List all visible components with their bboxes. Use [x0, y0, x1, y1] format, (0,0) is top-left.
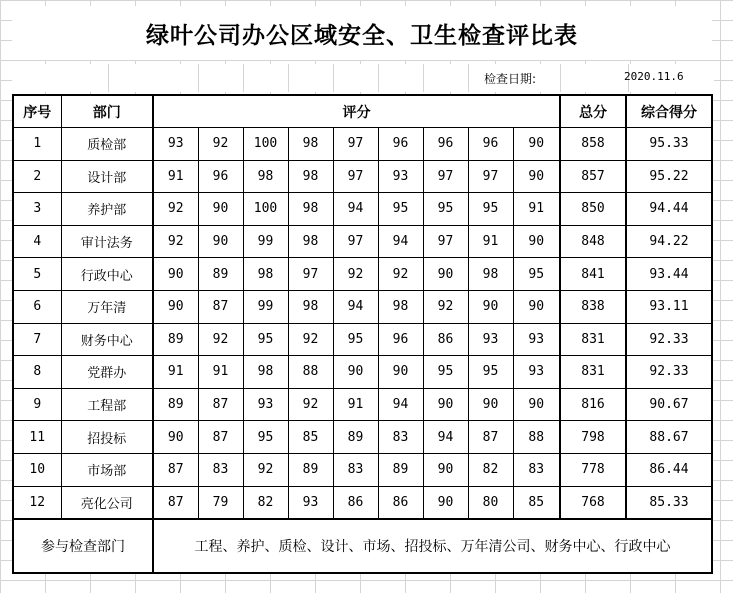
table-row [13, 290, 712, 323]
row-score: 91 [468, 225, 513, 258]
row-score: 83 [378, 421, 423, 454]
row-dept: 亮化公司 [61, 486, 153, 519]
row-dept: 审计法务 [61, 225, 153, 258]
row-score: 94 [423, 421, 468, 454]
footer-row [13, 519, 712, 573]
row-total: 858 [560, 128, 626, 161]
row-score: 90 [153, 290, 198, 323]
row-score: 95 [243, 421, 288, 454]
row-score: 90 [198, 225, 243, 258]
row-score: 92 [198, 323, 243, 356]
row-score: 90 [423, 388, 468, 421]
row-score: 96 [468, 128, 513, 161]
row-score: 89 [288, 453, 333, 486]
row-score: 87 [468, 421, 513, 454]
table-row [13, 258, 712, 291]
row-dept: 养护部 [61, 193, 153, 226]
row-overall: 92.33 [626, 323, 712, 356]
header-overall: 综合得分 [626, 95, 712, 128]
row-overall: 93.11 [626, 290, 712, 323]
row-score: 96 [423, 128, 468, 161]
row-dept: 财务中心 [61, 323, 153, 356]
row-score: 90 [513, 290, 560, 323]
row-score: 93 [513, 356, 560, 389]
row-score: 96 [378, 128, 423, 161]
row-score: 97 [468, 160, 513, 193]
row-score: 98 [288, 193, 333, 226]
row-score: 87 [153, 453, 198, 486]
header-dept: 部门 [61, 95, 153, 128]
row-dept: 质检部 [61, 128, 153, 161]
row-seq: 7 [13, 323, 61, 356]
row-score: 98 [288, 128, 333, 161]
row-score: 92 [288, 323, 333, 356]
row-overall: 94.22 [626, 225, 712, 258]
row-dept: 行政中心 [61, 258, 153, 291]
row-score: 92 [153, 225, 198, 258]
row-score: 88 [513, 421, 560, 454]
sheet-title: 绿叶公司办公区域安全、卫生检查评比表 [12, 6, 712, 60]
table-row [13, 193, 712, 226]
row-score: 91 [198, 356, 243, 389]
row-score: 82 [468, 453, 513, 486]
row-score: 91 [513, 193, 560, 226]
score-table [12, 94, 713, 574]
row-score: 98 [378, 290, 423, 323]
row-score: 90 [153, 421, 198, 454]
row-seq: 1 [13, 128, 61, 161]
table-row [13, 486, 712, 519]
row-score: 92 [243, 453, 288, 486]
row-score: 79 [198, 486, 243, 519]
header-seq: 序号 [13, 95, 61, 128]
row-score: 97 [288, 258, 333, 291]
row-score: 86 [423, 323, 468, 356]
row-score: 85 [513, 486, 560, 519]
row-score: 93 [378, 160, 423, 193]
row-seq: 4 [13, 225, 61, 258]
row-score: 99 [243, 225, 288, 258]
row-overall: 88.67 [626, 421, 712, 454]
row-score: 94 [333, 290, 378, 323]
row-score: 90 [198, 193, 243, 226]
row-overall: 85.33 [626, 486, 712, 519]
row-score: 91 [153, 160, 198, 193]
row-score: 93 [243, 388, 288, 421]
row-score: 93 [513, 323, 560, 356]
row-overall: 86.44 [626, 453, 712, 486]
date-row [12, 64, 714, 92]
row-score: 92 [378, 258, 423, 291]
row-total: 816 [560, 388, 626, 421]
row-score: 90 [153, 258, 198, 291]
row-score: 96 [378, 323, 423, 356]
row-dept: 设计部 [61, 160, 153, 193]
row-score: 97 [333, 160, 378, 193]
row-dept: 党群办 [61, 356, 153, 389]
table-row [13, 421, 712, 454]
row-score: 87 [198, 290, 243, 323]
row-score: 90 [513, 128, 560, 161]
row-overall: 92.33 [626, 356, 712, 389]
row-score: 98 [243, 160, 288, 193]
row-score: 90 [378, 356, 423, 389]
row-score: 98 [288, 290, 333, 323]
header-row [13, 95, 712, 128]
row-score: 90 [423, 486, 468, 519]
row-score: 86 [333, 486, 378, 519]
table-row [13, 160, 712, 193]
row-seq: 12 [13, 486, 61, 519]
row-total: 850 [560, 193, 626, 226]
row-score: 90 [468, 388, 513, 421]
row-seq: 5 [13, 258, 61, 291]
row-total: 857 [560, 160, 626, 193]
row-score: 89 [333, 421, 378, 454]
row-score: 95 [468, 356, 513, 389]
row-score: 90 [468, 290, 513, 323]
row-score: 100 [243, 128, 288, 161]
row-score: 97 [333, 225, 378, 258]
table-row [13, 225, 712, 258]
row-score: 95 [513, 258, 560, 291]
row-score: 95 [378, 193, 423, 226]
row-seq: 6 [13, 290, 61, 323]
row-score: 89 [378, 453, 423, 486]
row-score: 95 [423, 356, 468, 389]
row-score: 95 [333, 323, 378, 356]
row-score: 93 [288, 486, 333, 519]
row-total: 831 [560, 323, 626, 356]
row-score: 94 [378, 225, 423, 258]
row-seq: 2 [13, 160, 61, 193]
row-dept: 工程部 [61, 388, 153, 421]
inspection-date-label: 检查日期: [484, 72, 537, 86]
row-total: 841 [560, 258, 626, 291]
row-dept: 市场部 [61, 453, 153, 486]
row-score: 98 [288, 225, 333, 258]
row-overall: 94.44 [626, 193, 712, 226]
row-score: 92 [333, 258, 378, 291]
row-score: 90 [513, 160, 560, 193]
row-score: 93 [153, 128, 198, 161]
row-score: 88 [288, 356, 333, 389]
row-score: 90 [513, 388, 560, 421]
row-score: 89 [153, 388, 198, 421]
row-score: 98 [243, 356, 288, 389]
row-score: 82 [243, 486, 288, 519]
row-total: 798 [560, 421, 626, 454]
inspection-date-value: 2020.11.6 [624, 70, 684, 83]
row-total: 831 [560, 356, 626, 389]
table-row [13, 453, 712, 486]
row-score: 87 [198, 421, 243, 454]
row-total: 768 [560, 486, 626, 519]
row-score: 97 [423, 160, 468, 193]
row-seq: 8 [13, 356, 61, 389]
row-score: 89 [153, 323, 198, 356]
row-score: 87 [153, 486, 198, 519]
participating-depts-label: 参与检查部门 [13, 519, 153, 573]
row-score: 98 [243, 258, 288, 291]
row-score: 92 [423, 290, 468, 323]
row-dept: 万年清 [61, 290, 153, 323]
row-score: 95 [468, 193, 513, 226]
row-score: 91 [333, 388, 378, 421]
table-row [13, 128, 712, 161]
table-row [13, 356, 712, 389]
row-score: 83 [333, 453, 378, 486]
participating-depts-value: 工程、养护、质检、设计、市场、招投标、万年清公司、财务中心、行政中心 [153, 519, 712, 573]
row-score: 83 [513, 453, 560, 486]
row-score: 80 [468, 486, 513, 519]
row-score: 98 [288, 160, 333, 193]
row-score: 97 [423, 225, 468, 258]
row-seq: 10 [13, 453, 61, 486]
row-score: 99 [243, 290, 288, 323]
row-seq: 3 [13, 193, 61, 226]
row-score: 94 [378, 388, 423, 421]
row-score: 87 [198, 388, 243, 421]
row-score: 90 [513, 225, 560, 258]
row-seq: 11 [13, 421, 61, 454]
row-score: 95 [423, 193, 468, 226]
row-total: 848 [560, 225, 626, 258]
row-score: 95 [243, 323, 288, 356]
row-score: 98 [468, 258, 513, 291]
row-score: 92 [288, 388, 333, 421]
row-score: 85 [288, 421, 333, 454]
row-overall: 90.67 [626, 388, 712, 421]
header-total: 总分 [560, 95, 626, 128]
row-seq: 9 [13, 388, 61, 421]
row-dept: 招投标 [61, 421, 153, 454]
row-score: 97 [333, 128, 378, 161]
row-total: 778 [560, 453, 626, 486]
row-score: 86 [378, 486, 423, 519]
row-score: 96 [198, 160, 243, 193]
header-scores: 评分 [153, 95, 560, 128]
table-row [13, 388, 712, 421]
row-overall: 95.33 [626, 128, 712, 161]
row-score: 92 [153, 193, 198, 226]
row-score: 90 [423, 453, 468, 486]
row-score: 94 [333, 193, 378, 226]
row-score: 91 [153, 356, 198, 389]
row-score: 89 [198, 258, 243, 291]
table-row [13, 323, 712, 356]
row-score: 90 [333, 356, 378, 389]
row-score: 83 [198, 453, 243, 486]
row-overall: 95.22 [626, 160, 712, 193]
row-score: 92 [198, 128, 243, 161]
row-overall: 93.44 [626, 258, 712, 291]
row-score: 93 [468, 323, 513, 356]
row-score: 90 [423, 258, 468, 291]
row-total: 838 [560, 290, 626, 323]
row-score: 100 [243, 193, 288, 226]
